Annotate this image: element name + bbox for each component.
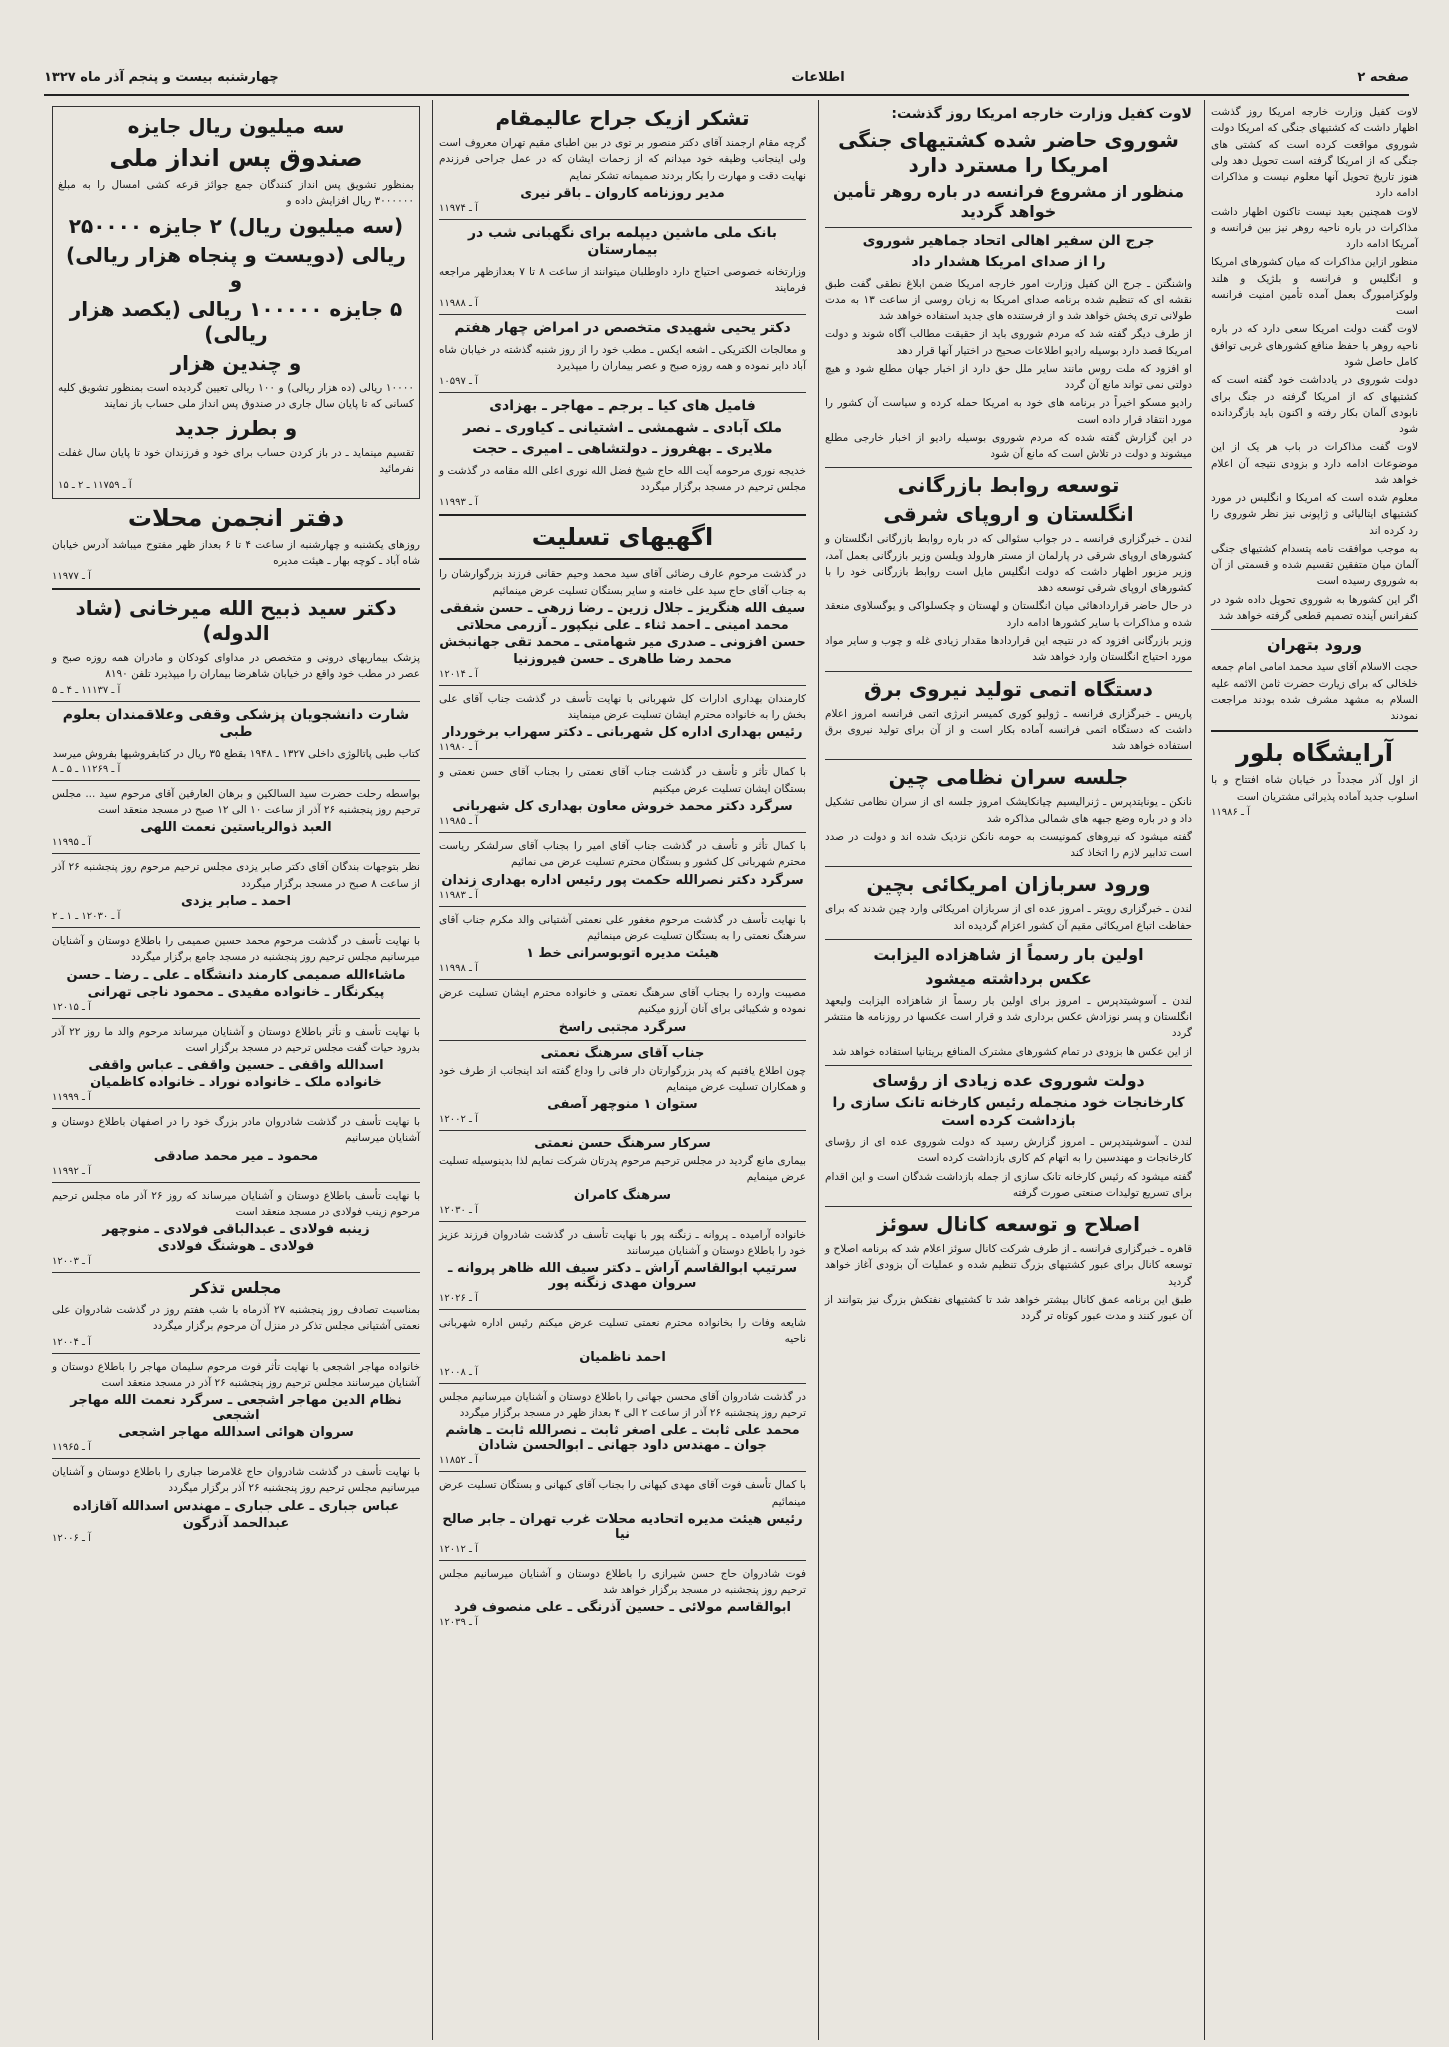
ad-signature: فولادی ـ هوشنگ فولادی xyxy=(157,1239,315,1255)
ad-signature: مدیر روزنامه کاروان ـ باقر نیری xyxy=(520,185,725,201)
ad-signature: عباس جباری ـ علی جباری ـ مهندس اسدالله آقازاده xyxy=(72,1498,400,1514)
ad-text: کتاب طبی پاتالوژی داخلی ۱۳۲۷ ـ ۱۹۴۸ بقطع ۳۵ ریال در کتابفروشیها بفروش میرسد xyxy=(52,747,420,760)
divider xyxy=(825,467,1192,468)
article-text: از طرف دیگر گفته شد که مردم شوروی باید از حقیقت مطالب آگاه شوند و دولت امریکا قصد دارد بوسیله رادیو اطلاعات صحیح در اختیار آنها قرار دهد xyxy=(825,328,1192,357)
ad-text: تقسیم مینماید ـ در باز کردن حساب برای خود و فرزندان خود تا پایان سال غفلت نفرمائید xyxy=(58,447,414,476)
headline: دولت شوروی عده زیادی از رؤسای xyxy=(872,1071,1145,1090)
ad-headline: دفتر انجمن محلات xyxy=(127,503,345,532)
divider xyxy=(439,1383,806,1384)
ad-code: آ ـ ۱۱۷۵۹ ـ ۲ ـ ۱۵ xyxy=(58,479,132,491)
ad-signature: رئیس بهداری اداره کل شهربانی ـ دکتر سهراب برخوردار xyxy=(442,725,803,741)
ad-code: آ ـ ۱۱۹۸۰ xyxy=(439,742,478,754)
ad-code: آ ـ ۱۱۹۸۶ xyxy=(1211,806,1250,818)
ad-text: با نهایت تأسف در گذشت شادروان مادر بزرگ خود را در اصفهان باطلاع دوستان و آشنایان میرسانیم xyxy=(52,1116,420,1145)
ad-signature: سروان هوائی اسدالله مهاجر اشجعی xyxy=(118,1425,354,1441)
ad-code: آ ـ ۱۱۹۸۵ xyxy=(439,815,478,827)
ad-code: آ ـ ۱۲۰۰۲ xyxy=(439,1114,478,1126)
headline: شوروی حاضر شده کشتیهای جنگی امریکا را مسترد دارد xyxy=(838,127,1179,177)
ad-signature: محمد امینی ـ احمد ثناء ـ علی نیکپور ـ آزرمی محلاتی xyxy=(456,617,789,633)
headline: اولین بار رسماً از شاهزاده الیزابت xyxy=(873,944,1144,964)
ad-signature: محمد رضا طاهری ـ حسن فیروزنیا xyxy=(513,651,732,667)
ad-signature: هیئت مدیره اتوبوسرانی خط ۱ xyxy=(526,946,719,962)
article-text: گفته میشود که رئیس کارخانه تانک سازی از جمله بازداشت شدگان است و این اقدام برای تسریع تولیدات صنعتی صورت گرفته xyxy=(825,1170,1192,1199)
divider xyxy=(825,1206,1192,1207)
divider xyxy=(825,1065,1192,1066)
divider xyxy=(439,514,806,516)
headline: انگلستان و اروپای شرقی xyxy=(883,502,1134,527)
article-text: او افزود که ملت روس مانند سایر ملل حق دارد از اخبار جهان مطلع شود و هیچ دولتی نمی تواند مانع آن گردد xyxy=(825,362,1192,392)
ad-signature: سرتیپ ابوالقاسم آراش ـ دکتر سیف الله ظاهر پروانه ـ سروان مهدی زنگنه پور xyxy=(447,1261,798,1292)
ad-text: خانواده آرامیده ـ پروانه ـ زنگنه پور با نهایت تأسف در گذشت شادروان فرزند عزیز خود را باطلاع دوستان و آشنایان میرسانند xyxy=(439,1228,806,1257)
article-text: لندن ـ خبرگزاری فرانسه ـ در جواب سئوالی که در باره روابط بازرگانی انگلستان و کشورهای اروپای شرقی در پارلمان از مستر هارولد ویلسن وزیر بازرگانی بعمل آمد، وزیر مزبور اظهار داشت که دولت انگلیس مایل است روابط بازرگانی خود را با کشورهای اروپای شرقی توسعه دهد xyxy=(825,533,1192,595)
headline: دستگاه اتمی تولید نیروی برق xyxy=(864,676,1153,701)
kicker: لاوت کفیل وزارت خارجه امریکا روز گذشت: xyxy=(891,106,1192,122)
divider xyxy=(439,979,806,980)
divider xyxy=(52,1272,420,1273)
ad-headline: فامیل های کیا ـ برجم ـ مهاجر ـ بهزادی xyxy=(489,398,756,415)
divider xyxy=(439,906,806,907)
column-1 xyxy=(1204,100,1424,2040)
ad-headline: شارت دانشجویان پزشکی وقفی وعلاقمندان بعلوم طبی xyxy=(62,706,410,741)
article-text: از این عکس ها بزودی در تمام کشورهای مشترک المنافع بریتانیا استفاده خواهد شد xyxy=(832,1045,1192,1058)
divider xyxy=(439,1221,806,1222)
divider xyxy=(439,685,806,686)
article-text: نانکن ـ یونایتدپرس ـ ژنرالیسیم چیانکایشک امروز جلسه ای از سران نظامی تشکیل داد و در باره وضع جبهه های شمالی مذاکره شد xyxy=(825,796,1192,825)
article-text: لاوت گفت مذاکرات در باب هر یک از این موضوعات ادامه دارد و بزودی نتیجه آن اعلام خواهد شد xyxy=(1211,441,1418,486)
divider xyxy=(52,927,420,928)
ad-text: و معالجات الکتریکی ـ اشعه ایکس ـ مطب خود را از روز شنبه گذشته در خیابان شاه آباد دایر نموده و همه روزه صبح و عصر بیماران را میپذیرد xyxy=(439,343,806,373)
ad-text: خدیجه نوری مرحومه آیت الله حاج شیخ فضل الله نوری اعلی الله مقامه در گذشت و مجلس ترحیم در مسجد برگزار میگردد xyxy=(439,464,806,494)
ad-text: با نهایت تأسف و تأثر باطلاع دوستان و آشنایان میرساند مرحوم والد ما روز ۲۲ آذر بدرود حیات گفت مجلس ترحیم در مسجد برگزار است xyxy=(52,1025,420,1054)
headline: تشکر ازیک جراح عالیمقام xyxy=(495,106,750,130)
ad-headline: دکتر سید ذبیح الله میرخانی (شاد الدوله) xyxy=(75,596,397,646)
ad-signature: پیکرنگار ـ خانواده مفیدی ـ محمود ناجی تهرانی xyxy=(87,984,385,1000)
article-text: در این گزارش گفته شده که مردم شوروی بوسیله رادیو از اخبار خارجی مطلع میشوند و دولت در تلاش است که مانع آن شود xyxy=(825,431,1192,461)
divider xyxy=(52,1458,420,1459)
article-text: دولت شوروی در یادداشت خود گفته است که کشتیهای که از امریکا گرفته در جنگ برای نابودی آلمان بکار رفته و اکنون باید بازگردانده شود xyxy=(1211,374,1418,436)
article-text: به موجب موافقت نامه پتسدام کشتیهای جنگی آلمان میان متفقین تقسیم شده و قسمتی از آن به شوروی رسیده است xyxy=(1211,542,1418,588)
ad-signature: حسن افزونی ـ صدری میر شهامتی ـ محمد تقی جهانبخش xyxy=(439,634,806,650)
ad-code: آ ـ ۱۲۰۰۴ xyxy=(52,1336,91,1348)
ad-text: با نهایت تأسف در گذشت شادروان حاج غلامرضا جباری را باطلاع دوستان و آشنایان میرسانیم مجلس ترحیم روز پنجشنبه ۲۶ آذر برگزار میگردد xyxy=(52,1466,420,1495)
ad-signature: سرگرد مجتبی راسخ xyxy=(558,1019,687,1035)
divider xyxy=(439,219,806,220)
ad-text: ۱۰۰۰۰ ریالی (ده هزار ریالی) و ۱۰۰ ریالی تعیین گردیده است بمنظور تشویق کلیه کسانی که تا پایان سال جاری در صندوق پس انداز ملی حساب باز نمایند xyxy=(58,381,415,410)
ad-code: آ ـ ۱۲۰۱۲ xyxy=(439,1543,478,1555)
ad-signature: رئیس هیئت مدیره اتحادیه محلات غرب تهران ـ جابر صالح نیا xyxy=(442,1511,803,1542)
masthead xyxy=(44,60,1409,96)
article-text: در حال حاضر قراردادهائی میان انگلستان و لهستان و چکسلواکی و یوگسلاوی منعقد شده و مذاکرات با سایر کشورها ادامه دارد xyxy=(825,600,1192,629)
ad-code: آ ـ ۱۱۹۸۳ xyxy=(439,889,478,901)
ad-code: آ ـ ۱۱۹۸۸ xyxy=(439,298,478,310)
headline: ورود سربازان امریکائی بچین xyxy=(866,872,1151,897)
ad-code: آ ـ ۱۲۰۱۵ xyxy=(52,1001,91,1013)
paper-name: اطلاعات xyxy=(791,69,845,85)
ad-text: خانواده مهاجر اشجعی با نهایت تأثر فوت مرحوم سلیمان مهاجر را باطلاع دوستان و آشنایان میرسانند مجلس ترحیم روز پنجشنبه ۲۶ آذر در مسجد منعقد است xyxy=(52,1360,420,1389)
ad-signature: سرگرد دکتر نصرالله حکمت پور رئیس اداره بهداری زندان xyxy=(441,872,804,888)
ad-signature: ماشاءالله صمیمی کارمند دانشگاه ـ علی ـ رضا ـ حسن xyxy=(66,967,406,983)
ad-text: گرچه مقام ارجمند آقای دکتر منصور بر توی در بین اطبای مقیم تهران معروف است ولی اینجانب وظیفه خود میدانم که از زحمات ایشان که در عمل جراحی فرزندم نهایت دقت و مهارت را بکار بردند صمیمانه تشکر نمایم xyxy=(439,137,806,182)
ad-signature: محمود ـ میر محمد صادقی xyxy=(153,1148,319,1164)
divider xyxy=(1211,629,1418,630)
divider xyxy=(52,1018,420,1019)
ad-headline: بانک ملی ماشین دیپلمه برای نگهبانی شب در بیمارستان xyxy=(468,224,777,259)
divider xyxy=(439,558,806,560)
divider xyxy=(439,758,806,759)
ad-text: چون اطلاع یافتیم که پدر بزرگوارتان دار فانی را وداع گفته اند اینجانب از طرف خود و همکاران تسلیت عرض مینمایم xyxy=(439,1064,806,1093)
ad-code: آ ـ ۱۲۰۳۰ ـ ۱ ـ ۲ xyxy=(52,910,121,922)
ad-signature: سیف الله هنگریز ـ جلال زرین ـ رضا زرهی ـ حسن شفقی xyxy=(439,600,806,616)
article-text: واشنگتن ـ جرج الن کفیل وزارت امور خارجه امریکا ضمن ابلاغ نطقی گفت طبق نقشه ای که تنظیم شده برنامه صدای امریکا به زبان روسی از ساعت ۱۳ به مدت طولانی تری پخش خواهد شد و از فرستنده های جدید استفاده خواهد شد xyxy=(825,277,1193,323)
article-text: اگر این کشورها به شوروی تحویل داده شود در کنفرانس آینده تصمیم قطعی گرفته خواهد شد xyxy=(1211,593,1418,622)
divider xyxy=(52,588,420,590)
divider xyxy=(52,780,420,781)
divider xyxy=(439,1040,806,1041)
ad-headline: آرایشگاه بلور xyxy=(1236,739,1393,768)
ad-text: فوت شادروان حاج حسن شیرازی را باطلاع دوستان و آشنایان میرسانیم مجلس ترحیم روز پنجشنبه در مسجد برگزار خواهد شد xyxy=(439,1567,806,1597)
divider xyxy=(439,314,806,315)
column-4 xyxy=(46,100,426,2040)
savings-ad xyxy=(52,106,420,499)
ad-code: آ ـ ۱۲۰۰۶ xyxy=(52,1532,91,1544)
ad-code: آ ـ ۱۲۰۳۹ xyxy=(439,1617,478,1629)
article-text: گفته میشود که نیروهای کمونیست به حومه نانکن نزدیک شده اند و دولت در صدد است تدابیر لازم را اتخاذ کند xyxy=(825,830,1192,860)
ad-code: آ ـ ۱۱۹۹۹ xyxy=(52,1092,91,1104)
ad-text: بواسطه رحلت حضرت سید السالکین و برهان العارفین آقای مرحوم سید ... مجلس ترحیم روز پنجشنبه ۲۶ آذر از ساعت ۱۰ الی ۱۲ صبح در مسجد منعقد است xyxy=(52,787,420,817)
ad-text: بمناسبت تصادف روز پنجشنبه ۲۷ آذرماه با شب هفتم روز در گذشت شادروان علی نعمتی آشتیانی مجلس تذکر در منزل آن مرحوم برگزار میگردد xyxy=(52,1304,420,1333)
ad-signature: زینبه فولادی ـ عبدالباقی فولادی ـ منوچهر xyxy=(102,1222,370,1238)
ad-code: آ ـ ۱۱۹۷۷ xyxy=(52,571,91,583)
ad-text: بمنظور تشویق پس انداز کنندگان جمع جوائز قرعه کشی امسال را به مبلغ ۳۰۰۰۰۰۰ ریال افزایش داده و xyxy=(58,179,414,208)
article-text: منظور ازاین مذاکرات که میان کشورهای امریکا و انگلیس و فرانسه و بلژیک و هلند ولوکزامبورگ بعمل آمده تأمین امنیت فرانسه است xyxy=(1211,256,1418,318)
divider xyxy=(439,1309,806,1310)
ad-signature: محمد علی ثابت ـ علی اصغر ثابت ـ نصرالله ثابت ـ هاشم جوان ـ مهندس داود جهانی ـ ابوالحسن شادان xyxy=(445,1423,800,1454)
article-text: لندن ـ آسوشیتدپرس ـ امروز گزارش رسید که دولت شوروی عده ای از رؤسای کارخانجات و مهندسین را به اتهام کم کاری بازداشت کرده است xyxy=(825,1136,1192,1165)
article-text: پاریس ـ خبرگزاری فرانسه ـ ژولیو کوری کمیسر انرژی اتمی فرانسه امروز اعلام داشت که دستگاه اتمی فرانسه آماده بکار است و از آن برای تولید نیروی برق استفاده خواهد شد xyxy=(825,707,1192,753)
article-text: قاهره ـ خبرگزاری فرانسه ـ از طرف شرکت کانال سوئز اعلام شد که برنامه اصلاح و توسعه کانال برای عبور کشتیهای بزرگ تنظیم شده و عملیات آن بزودی آغاز خواهد گردید xyxy=(825,1243,1192,1288)
ad-headline: و چندین هزار xyxy=(170,350,302,375)
ad-text: با کمال تأسف فوت آقای مهدی کیهانی را بجناب آقای کیهانی و بستگان تسلیت عرض مینمائیم xyxy=(439,1479,806,1508)
divider xyxy=(825,227,1192,228)
article-text: لاوت گفت دولت امریکا سعی دارد که در باره ناحیه روهر با حفظ منافع کشورهای غربی توافق کامل حاصل شود xyxy=(1211,323,1418,368)
ad-signature: سرهنگ کامران xyxy=(573,1187,672,1203)
ad-text: کارمندان بهداری ادارات کل شهربانی با نهایت تأسف در گذشت جناب آقای علی بخش را به خانواده محترم ایشان تسلیت عرض مینمایند xyxy=(439,692,806,722)
ad-code: آ ـ ۱۱۹۹۵ xyxy=(52,837,91,849)
ad-signature: احمد ـ صابر یزدی xyxy=(180,893,292,909)
ad-code: آ ـ ۱۲۰۳۰ xyxy=(439,1204,478,1216)
ad-signature: نظام الدین مهاجر اشجعی ـ سرگرد نعمت الله مهاجر اشجعی xyxy=(70,1393,402,1424)
ad-signature: احمد ناظمیان xyxy=(579,1349,666,1365)
ad-signature: ستوان ۱ منوچهر آصفی xyxy=(547,1097,698,1113)
ad-text: پزشک بیماریهای درونی و متخصص در مداوای کودکان و مادران همه روزه صبح و عصر در مطب خود واقع در خیابان شاهرضا بیماران را میپذیرد تلفن ۸۱۹۰ xyxy=(52,652,420,681)
article-text: طبق این برنامه عمق کانال بیشتر خواهد شد تا کشتیهای نفتکش بزرگ نیز بتوانند از آن عبور کنند و مدت عبور کوتاه تر گردد xyxy=(825,1293,1192,1323)
column-3 xyxy=(432,100,812,2040)
divider xyxy=(52,1108,420,1109)
ad-text: با نهایت تأسف در گذشت مرحوم محمد حسین صمیمی را باطلاع دوستان و آشنایان میرسانیم مجلس ترحیم روز پنجشنبه در مسجد جامع برگزار میگردد xyxy=(52,934,420,964)
article-text: رادیو مسکو اخیراً در برنامه های خود به امریکا حمله کرده و سیاست آن کشور را مورد انتقاد قرار داده است xyxy=(825,397,1192,426)
section-title: اگهیهای تسلیت xyxy=(531,523,714,552)
ad-headline: ملایری ـ بهفروز ـ دولتشاهی ـ امیری ـ حجت xyxy=(472,441,773,458)
divider xyxy=(52,1353,420,1354)
ad-headline: دکتر یحیی شهیدی متخصص در امراض چهار هفتم xyxy=(454,320,791,337)
subheadline: منظور از مشروع فرانسه در باره روهر تأمین خواهد گردید xyxy=(832,181,1185,221)
divider xyxy=(825,671,1192,672)
ad-headline: ملک آبادی ـ شهمشی ـ اشتیانی ـ کیاوری ـ نصر xyxy=(463,419,782,436)
ad-text: با نهایت تأسف در گذشت مرحوم مغفور علی نعمتی آشتیانی والد مکرم جناب آقای سرهنگ نعمتی را به بستگان تسلیت عرض مینمائیم xyxy=(439,913,806,942)
article-text: معلوم شده است که امریکا و انگلیس در مورد کشتیهای ایتالیائی و ژاپونی نیز نظر شوروی را رد کرده اند xyxy=(1211,492,1418,537)
headline: جلسه سران نظامی چین xyxy=(888,765,1129,790)
ad-code: آ ـ ۱۱۱۳۷ ـ ۴ ـ ۵ xyxy=(52,684,121,696)
divider xyxy=(825,939,1192,940)
ad-signature: ابوالقاسم مولائی ـ حسین آذرنگی ـ علی منصوف فرد xyxy=(454,1600,791,1616)
ad-headline: صندوق پس انداز ملی xyxy=(109,144,363,172)
columns xyxy=(44,100,1424,2040)
ad-headline: مجلس تذکر xyxy=(190,1278,282,1298)
subheadline: جرج الن سفیر اهالی اتحاد جماهیر شوروی xyxy=(862,232,1155,249)
ad-code: آ ـ ۱۱۲۶۹ ـ ۵ ـ ۸ xyxy=(52,763,121,775)
ad-text: با کمال تأثر و تأسف در گذشت جناب آقای نعمتی را بجناب آقای حسن نعمتی و بستگان ایشان تسلیت عرض میکنیم xyxy=(439,766,806,795)
article-text: لاوت کفیل وزارت خارجه امریکا روز گذشت اظهار داشت که کشتیهای جنگی که امریکا دولت شوروی مواقعت کرده است که کشتی های جنگی که از امریکا گرفته است تحویل دهد ولی هنوز تاریخ تحویل آنها معلوم نیست و مذاکرات ادامه دارد xyxy=(1211,106,1418,200)
subheadline: کارخانجات خود منجمله رئیس کارخانه تانک سازی را بازداشت کرده است xyxy=(832,1095,1185,1129)
ad-text: شایعه وفات را بخانواده محترم نعمتی تسلیت عرض میکنم رئیس اداره شهربانی ناحیه xyxy=(439,1317,806,1346)
divider xyxy=(52,701,420,702)
column-2 xyxy=(818,100,1198,2040)
ad-text: با نهایت تأسف باطلاع دوستان و آشنایان میرساند که روز ۲۶ آذر ماه مجلس ترحیم مرحوم زینب فولادی در مسجد منعقد است xyxy=(52,1189,420,1218)
ad-code: آ ـ ۱۱۹۹۸ xyxy=(439,963,478,975)
ad-text: در گذشت شادروان آقای محسن جهانی را باطلاع دوستان و آشنایان میرسانیم مجلس ترحیم روز پنجشنبه ۲۶ آذر از ساعت ۲ الی ۴ بعداز ظهر در مسجد برگزار میگردد xyxy=(439,1390,806,1419)
ad-code: آ ـ ۱۲۰۲۶ xyxy=(439,1293,478,1305)
ad-heading: سرکار سرهنگ حسن نعمتی xyxy=(534,1136,711,1152)
ad-signature: اسدالله واقفی ـ حسین واقفی ـ عباس واقفی xyxy=(88,1058,384,1074)
ad-headline: سه میلیون ریال جایزه xyxy=(127,114,345,138)
divider xyxy=(439,832,806,833)
ad-headline: ریالی (دویست و پنجاه هزار ریالی) و xyxy=(66,242,406,292)
divider xyxy=(439,1130,806,1131)
ad-code: آ ـ ۱۱۸۵۲ xyxy=(439,1455,478,1467)
ad-headline: و بطرز جدید xyxy=(174,416,298,441)
article-text: وزیر بازرگانی افزود که در نتیجه این قراردادها مقدار زیادی غله و چوب و سایر مواد مورد احتیاج انگلستان وارد خواهد شد xyxy=(825,635,1192,664)
headline: عکس برداشته میشود xyxy=(925,968,1092,988)
ad-text: از اول آذر مجدداً در خیابان شاه افتتاح و با اسلوب جدید آماده پذیرائی مشتریان است xyxy=(1211,774,1418,803)
issue-date: چهارشنبه بیست و پنجم آذر ماه ۱۳۲۷ xyxy=(44,69,279,85)
ad-code: آ ـ ۱۲۰۱۴ xyxy=(439,668,478,680)
divider xyxy=(825,866,1192,867)
ad-code: آ ـ ۱۲۰۰۳ xyxy=(52,1256,91,1268)
ad-text: در گذشت مرحوم عارف رضائی آقای سید محمد وحیم حقانی فرزند بزرگوارشان را به جناب آقای حاج سید علی خامنه و سایر بستگان تسلیت عرض مینمائیم xyxy=(439,568,806,597)
divider xyxy=(52,853,420,854)
ad-code: آ ـ ۱۰۵۹۷ xyxy=(439,376,478,388)
ad-text: با کمال تأثر و تأسف در گذشت جناب آقای امیر را بجناب آقای سرلشکر ریاست محترم شهربانی کل کشور و بستگان محترم تسلیت عرض می نمائیم xyxy=(439,839,806,869)
ad-code: آ ـ ۱۱۹۷۴ xyxy=(439,202,478,214)
article-text: لندن ـ خبرگزاری رویتر ـ امروز عده ای از سربازان امریکائی وارد چین شدند که برای حفاظت اتباع امریکائی مقیم آن کشور اعزام گردیده اند xyxy=(825,903,1192,932)
divider xyxy=(439,1560,806,1561)
subheadline: را از صدای امریکا هشدار داد xyxy=(911,254,1106,270)
ad-headline: ۵ جایزه ۱۰۰۰۰۰ ریالی (یکصد هزار ریالی) xyxy=(69,296,403,346)
ad-text: نظر بتوجهات بندگان آقای دکتر صابر یزدی مجلس ترحیم مرحوم روز پنجشنبه ۲۶ آذر از ساعت ۸ صبح در مسجد برگزار میگردد xyxy=(52,861,420,890)
ad-heading: جناب آقای سرهنگ نعمتی xyxy=(540,1045,705,1061)
ad-text: بیماری مانع گردید در مجلس ترحیم مرحوم پدرتان شرکت نمایم لذا بدینوسیله تسلیت عرض مینمایم xyxy=(439,1155,806,1184)
divider xyxy=(1211,730,1418,732)
article-text: حجت الاسلام آقای سید محمد امامی امام جمعه خلخالی که برای زیارت حضرت ثامن الائمه علیه السلام به مشهد مشرف شده بودند مراجعت نمودند xyxy=(1211,661,1418,723)
headline: اصلاح و توسعه کانال سوئز xyxy=(877,1212,1140,1237)
ad-signature: خانواده ملک ـ خانواده نوراد ـ خانواده کاظمیان xyxy=(90,1075,382,1091)
ad-signature: العبد ذوالریاستین نعمت اللهی xyxy=(140,820,332,836)
article-text: لاوت همچنین بعید نیست تاکنون اظهار داشت مذاکرات در باره ناحیه روهر نیز بین فرانسه و آمریکا ادامه دارد xyxy=(1211,205,1418,251)
ad-code: آ ـ ۱۱۹۹۳ xyxy=(439,497,478,509)
ad-code: آ ـ ۱۱۹۶۵ xyxy=(52,1442,91,1454)
divider xyxy=(439,392,806,393)
ad-headline: (سه میلیون ریال) ۲ جایزه ۲۵۰۰۰۰ xyxy=(68,213,404,238)
divider xyxy=(825,759,1192,760)
headline: توسعه روابط بازرگانی xyxy=(897,473,1120,498)
page-number: صفحه ۲ xyxy=(1357,69,1409,85)
headline: ورود بتهران xyxy=(1266,635,1363,655)
ad-text: وزارتخانه خصوصی احتیاج دارد داوطلبان میتوانند از ساعت ۸ تا ۷ بعدازظهر مراجعه فرمایند xyxy=(439,265,806,295)
article-text: لندن ـ آسوشیتدپرس ـ امروز برای اولین بار رسماً از شاهزاده الیزابت ولیعهد انگلستان و پسر نوزادش عکس برداری شد و قرار است عکسها در روزنامه ها منتشر گردد xyxy=(825,994,1192,1040)
ad-text: روزهای یکشنبه و چهارشنبه از ساعت ۴ تا ۶ بعداز ظهر مفتوح میباشد آدرس خیابان شاه آباد ـ کوچه بهار ـ هیئت مدیره xyxy=(52,538,421,567)
ad-signature: عبدالحمد آذرگون xyxy=(182,1515,290,1531)
ad-signature: سرگرد دکتر محمد خروش معاون بهداری کل شهربانی xyxy=(452,798,793,814)
divider xyxy=(52,1182,420,1183)
ad-code: آ ـ ۱۲۰۰۸ xyxy=(439,1366,478,1378)
ad-text: مصیبت وارده را بجناب آقای سرهنگ نعمتی و خانواده محترم ایشان تسلیت عرض نموده و شکیبائی برای آنان آرزو میکنیم xyxy=(439,987,806,1016)
divider xyxy=(439,1471,806,1472)
ad-code: آ ـ ۱۱۹۹۲ xyxy=(52,1165,91,1177)
